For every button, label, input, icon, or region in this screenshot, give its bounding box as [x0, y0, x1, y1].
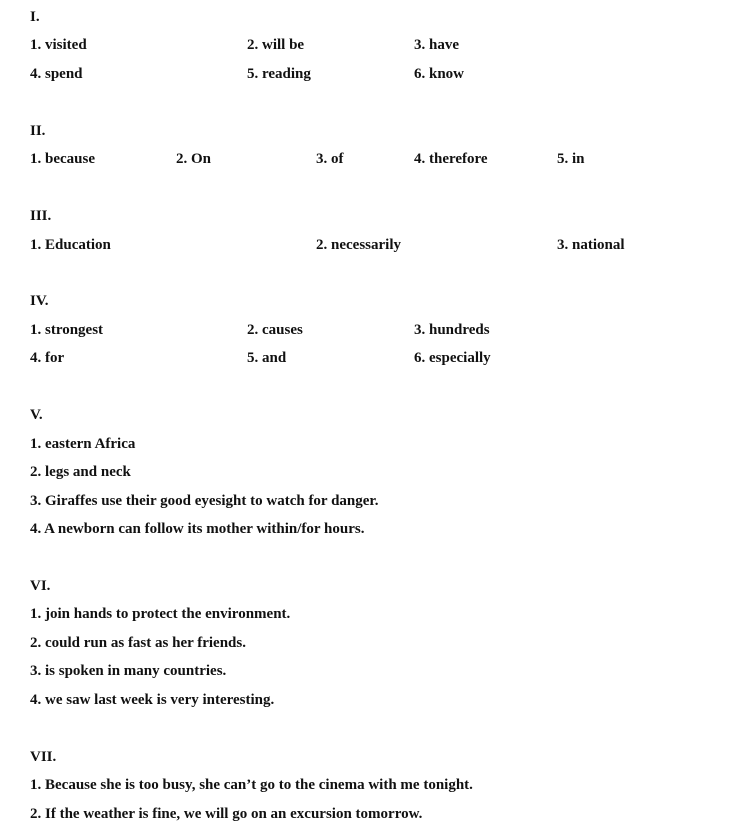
- section-heading-1: I.: [30, 9, 40, 25]
- answer-item: 4. for: [30, 350, 65, 366]
- answer-item: 2. causes: [247, 322, 303, 338]
- answer-item: 4. therefore: [414, 151, 488, 167]
- answer-item: 5. reading: [247, 66, 311, 82]
- answer-item: 2. necessarily: [316, 237, 401, 253]
- answer-item: 3. of: [316, 151, 344, 167]
- section-heading-5: V.: [30, 407, 43, 423]
- answer-item: 2. could run as fast as her friends.: [30, 635, 246, 651]
- section-heading-7: VII.: [30, 749, 57, 765]
- answer-item: 1. eastern Africa: [30, 436, 136, 452]
- answer-item: 1. Education: [30, 237, 111, 253]
- answer-item: 2. If the weather is fine, we will go on an excursion tomorrow.: [30, 806, 423, 822]
- section-heading-6: VI.: [30, 578, 51, 594]
- answer-item: 2. will be: [247, 37, 305, 53]
- answer-item: 3. national: [557, 237, 625, 253]
- answer-item: 4. A newborn can follow its mother within/for hours.: [30, 521, 365, 537]
- answer-item: 1. join hands to protect the environment.: [30, 606, 291, 622]
- answer-item: 2. legs and neck: [30, 464, 131, 480]
- answer-item: 5. and: [247, 350, 287, 366]
- answer-item: 1. visited: [30, 37, 87, 53]
- answer-item: 1. because: [30, 151, 95, 167]
- answer-item: 3. is spoken in many countries.: [30, 663, 227, 679]
- answer-item: 4. spend: [30, 66, 83, 82]
- answer-item: 1. Because she is too busy, she can’t go to the cinema with me tonight.: [30, 777, 473, 793]
- answer-item: 3. hundreds: [414, 322, 490, 338]
- section-heading-2: II.: [30, 123, 46, 139]
- section-heading-3: III.: [30, 208, 52, 224]
- answer-item: 3. have: [414, 37, 459, 53]
- answer-item: 1. strongest: [30, 322, 104, 338]
- answer-item: 5. in: [557, 151, 585, 167]
- answer-item: 4. we saw last week is very interesting.: [30, 692, 275, 708]
- answer-item: 2. On: [176, 151, 212, 167]
- answer-item: 3. Giraffes use their good eyesight to watch for danger.: [30, 493, 379, 509]
- section-heading-4: IV.: [30, 293, 49, 309]
- answer-item: 6. especially: [414, 350, 491, 366]
- answer-item: 6. know: [414, 66, 465, 82]
